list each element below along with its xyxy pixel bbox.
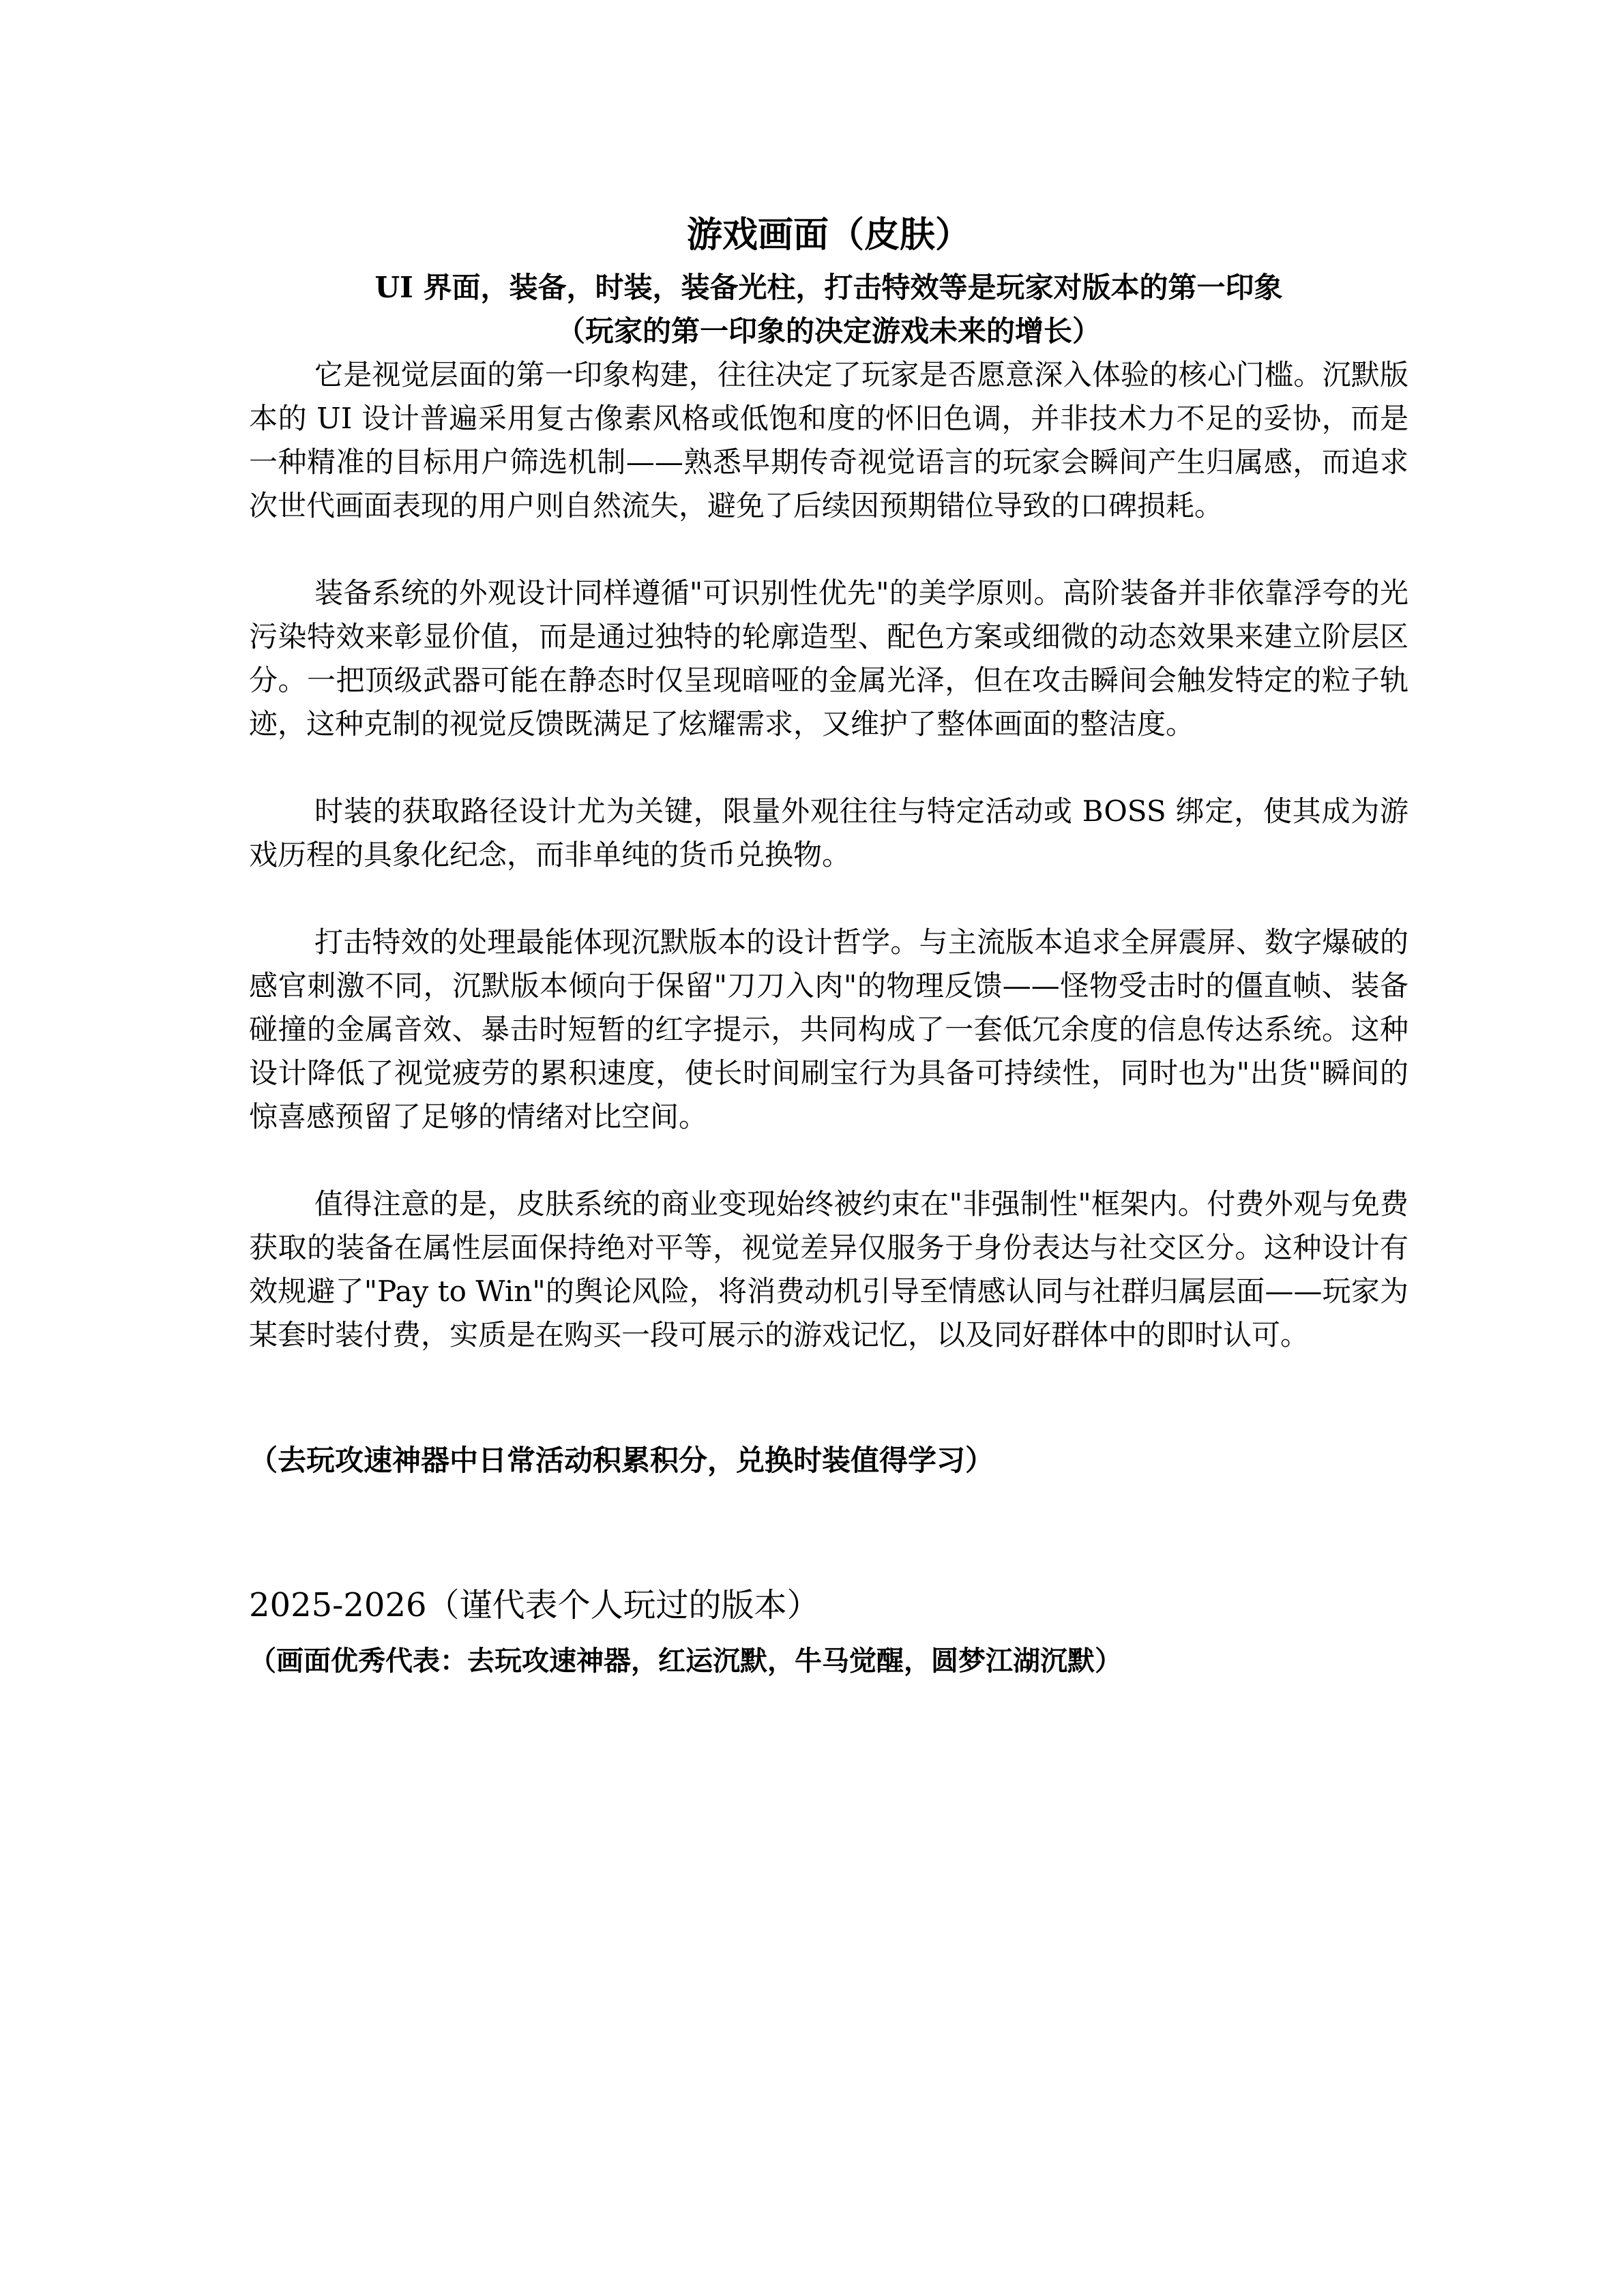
paragraph-equipment-appearance: 装备系统的外观设计同样遵循"可识别性优先"的美学原则。高阶装备并非依靠浮夸的光污染特效来彰显价值，而是通过独特的轮廓造型、配色方案或细微的动态效果来建立阶层区分。一把顶级武器可能在静态时仅呈现暗哑的金属光泽，但在攻击瞬间会触发特定的粒子轨迹，这种克制的视觉反馈既满足了炫耀需求，又维护了整体画面的整洁度。 bbox=[249, 576, 1408, 741]
paragraph-fashion-acquisition: 时装的获取路径设计尤为关键，限量外观往往与特定活动或 BOSS 绑定，使其成为游戏历程的具象化纪念，而非单纯的货币兑换物。 bbox=[249, 794, 1408, 871]
year-note-examples: （画面优秀代表：去玩攻速神器，红运沉默，牛马觉醒，圆梦江湖沉默） bbox=[249, 1645, 1122, 1677]
subtitle-line-1: UI 界面，装备，时装，装备光柱，打击特效等是玩家对版本的第一印象 bbox=[374, 271, 1283, 304]
document-title: 游戏画面（皮肤） bbox=[686, 214, 971, 256]
paragraph-ui-first-impression: 它是视觉层面的第一印象构建，往往决定了玩家是否愿意深入体验的核心门槛。沉默版本的 UI 设计普遍采用复古像素风格或低饱和度的怀旧色调，并非技术力不足的妥协，而是一种精准的目标用户筛选机制——熟悉早期传奇视觉语言的玩家会瞬间产生归属感，而追求次世代画面表现的用户则自然流失，避免了后续因预期错位导致的口碑损耗。 bbox=[249, 358, 1408, 522]
year-heading: 2025-2026（谨代表个人玩过的版本） bbox=[249, 1586, 820, 1624]
paragraph-skin-monetization: 值得注意的是，皮肤系统的商业变现始终被约束在"非强制性"框架内。付费外观与免费获取的装备在属性层面保持绝对平等，视觉差异仅服务于身份表达与社交区分。这种设计有效规避了"Pay to Win"的舆论风险，将消费动机引导至情感认同与社群归属层面——玩家为某套时装付费，实质是在购买一段可展示的游戏记忆，以及同好群体中的即时认可。 bbox=[249, 1187, 1408, 1352]
document-content bbox=[249, 205, 1408, 1683]
subtitle-line-2: （玩家的第一印象的决定游戏未来的增长） bbox=[556, 314, 1101, 348]
paragraph-hit-effects: 打击特效的处理最能体现沉默版本的设计哲学。与主流版本追求全屏震屏、数字爆破的感官刺激不同，沉默版本倾向于保留"刀刀入肉"的物理反馈——怪物受击时的僵直帧、装备碰撞的金属音效、暴击时短暂的红字提示，共同构成了一套低冗余度的信息传达系统。这种设计降低了视觉疲劳的累积速度，使长时间刷宝行为具备可持续性，同时也为"出货"瞬间的惊喜感预留了足够的情绪对比空间。 bbox=[249, 925, 1408, 1133]
note-fashion-exchange: （去玩攻速神器中日常活动积累积分，兑换时装值得学习） bbox=[249, 1444, 994, 1477]
